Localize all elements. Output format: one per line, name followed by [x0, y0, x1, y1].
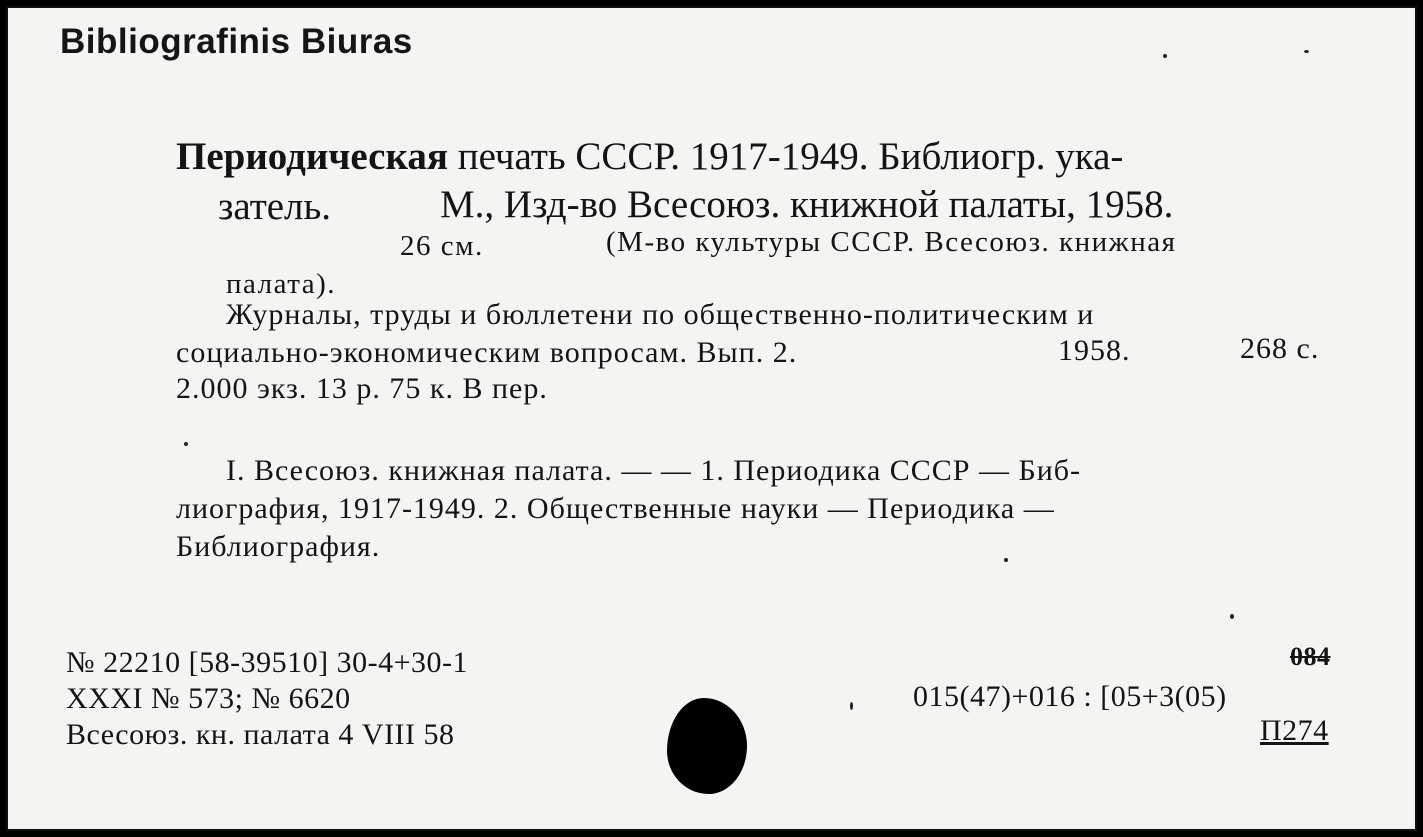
- subjects-line-3: Библиография.: [176, 530, 381, 563]
- title-rest: печать СССР. 1917-1949. Библиогр. ука-: [447, 135, 1124, 178]
- annotation-line-1: Журналы, труды и бюллетени по общественно-политическим и: [226, 298, 1095, 331]
- annotation-line-2a: социально-экономическим вопросам. Вып. 2.: [176, 336, 798, 369]
- speck: [1230, 614, 1234, 619]
- card-reference: XXXI № 573; № 6620: [66, 682, 351, 715]
- speck: [1163, 54, 1167, 58]
- annotation-line-2b: 1958.: [1058, 334, 1131, 367]
- description-line-2b: М., Изд-во Всесоюз. книжной палаты, 1958.: [440, 183, 1174, 226]
- library-stamp: Bibliografinis Biuras: [60, 22, 413, 61]
- description-line-2a: затель.: [218, 185, 332, 228]
- annotation-line-2c: 268 с.: [1240, 332, 1320, 365]
- description-line-1: [176, 134, 1123, 179]
- description-line-3a: 26 см.: [400, 230, 484, 262]
- speck: [184, 442, 188, 446]
- card-issuer-date: Всесоюз. кн. палата 4 VIII 58: [66, 718, 455, 751]
- card-number: № 22210 [58-39510] 30-4+30-1: [66, 646, 468, 679]
- shelf-mark: П274: [1260, 714, 1329, 747]
- ink-blot: [667, 698, 747, 794]
- annotation-line-3: 2.000 экз. 13 р. 75 к. В пер.: [176, 372, 548, 405]
- speck: [850, 702, 853, 710]
- subjects-line-2: лиография, 1917-1949. 2. Общественные науки — Периодика —: [176, 492, 1055, 525]
- catalog-card: [6, 6, 1417, 831]
- description-line-4: палата).: [226, 268, 337, 300]
- speck: [1304, 50, 1309, 53]
- udc-classification: 015(47)+016 : [05+3(05): [913, 680, 1227, 713]
- subjects-line-1: I. Всесоюз. книжная палата. — — 1. Периодика СССР — Биб-: [226, 454, 1082, 487]
- speck: [1004, 558, 1008, 562]
- code-top: 084: [1290, 642, 1331, 671]
- title-keyword: Периодическая: [176, 135, 448, 178]
- description-line-3b: (М-во культуры СССР. Всесоюз. книжная: [606, 226, 1177, 258]
